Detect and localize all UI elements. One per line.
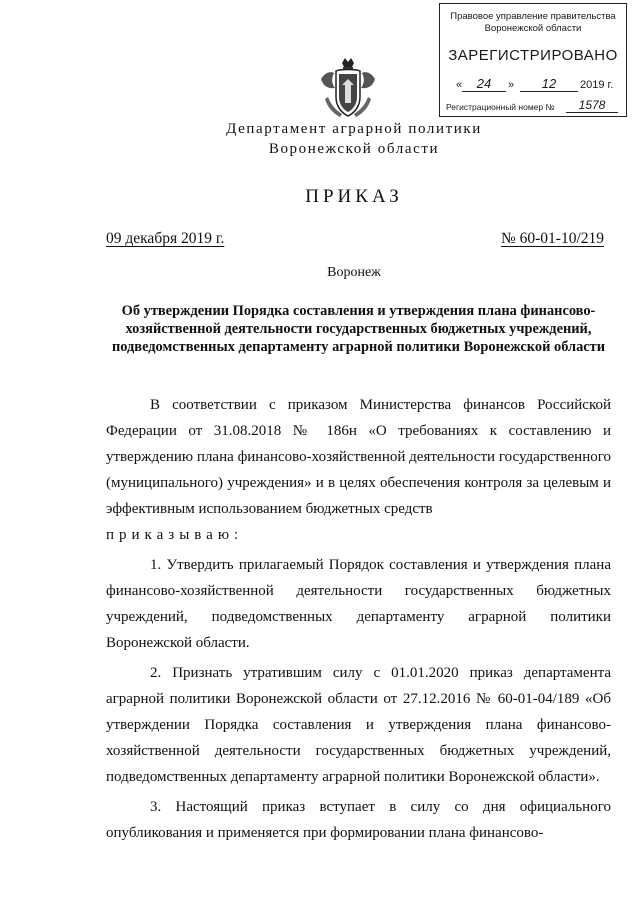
stamp-authority-line1: Правовое управление правительства bbox=[450, 11, 616, 22]
document-number: № 60-01-10/219 bbox=[500, 230, 604, 247]
department-line2: Воронежской области bbox=[268, 141, 440, 157]
stamp-open-quote: « bbox=[456, 79, 463, 91]
item-3-paragraph: 3. Настоящий приказ вступает в силу со дня официального опубликования и применяется при формировании плана финансово- bbox=[106, 799, 611, 841]
document-body bbox=[106, 392, 611, 846]
stamp-year: 2019 г. bbox=[580, 79, 614, 91]
item-1-paragraph: 1. Утвердить прилагаемый Порядок составления и утверждения плана финансово-хозяйственной деятельности государственных бюджетных учреждений, подведомственных департаменту аграрной политики Воронежской области. bbox=[106, 557, 611, 651]
stamp-close-quote: » bbox=[508, 79, 515, 91]
stamp-day: 24 bbox=[462, 76, 506, 92]
document-heading: Об утверждении Порядка составления и утверждения плана финансово-хозяйственной деятельности государственных бюджетных учреждений, подведомственных департаменту аграрной политики Воронежской области bbox=[111, 303, 606, 355]
registration-stamp bbox=[439, 3, 627, 117]
stamp-date bbox=[450, 76, 620, 95]
stamp-reg-number bbox=[446, 98, 622, 115]
stamp-reg-number-label: Регистрационный номер № bbox=[446, 102, 555, 112]
stamp-month: 12 bbox=[520, 76, 578, 92]
document-city: Воронеж bbox=[327, 265, 381, 280]
item-2-paragraph: 2. Признать утратившим силу с 01.01.2020 приказ департамента аграрной политики Воронежской области от 27.12.2016 № 60-01-04/189 «Об утверждении Порядка составления и утверждения плана финансово-хозяйственной деятельности государственных бюджетных учреждений, подведомственных департаменту аграрной политики Воронежской области». bbox=[106, 665, 611, 785]
coat-of-arms-emblem bbox=[318, 57, 378, 119]
stamp-reg-number-value: 1578 bbox=[566, 98, 618, 113]
document-type-title: ПРИКАЗ bbox=[305, 186, 403, 207]
stamp-registered-label: ЗАРЕГИСТРИРОВАНО bbox=[448, 47, 618, 64]
department-name bbox=[0, 119, 640, 159]
preamble-paragraph: В соответствии с приказом Министерства финансов Российской Федерации от 31.08.2018 № 186н «О требованиях к составлению и утверждению плана финансово-хозяйственной деятельности государственного (муниципального) учреждения» и в целях обеспечения контроля за целевым и эффективным использованием бюджетных средств bbox=[106, 397, 611, 517]
department-line1: Департамент аграрной политики bbox=[226, 121, 482, 137]
order-word-text: приказываю: bbox=[106, 527, 244, 543]
document-date: 09 декабря 2019 г. bbox=[106, 230, 225, 247]
order-word bbox=[106, 522, 611, 548]
stamp-authority-line2: Воронежской области bbox=[484, 23, 582, 34]
